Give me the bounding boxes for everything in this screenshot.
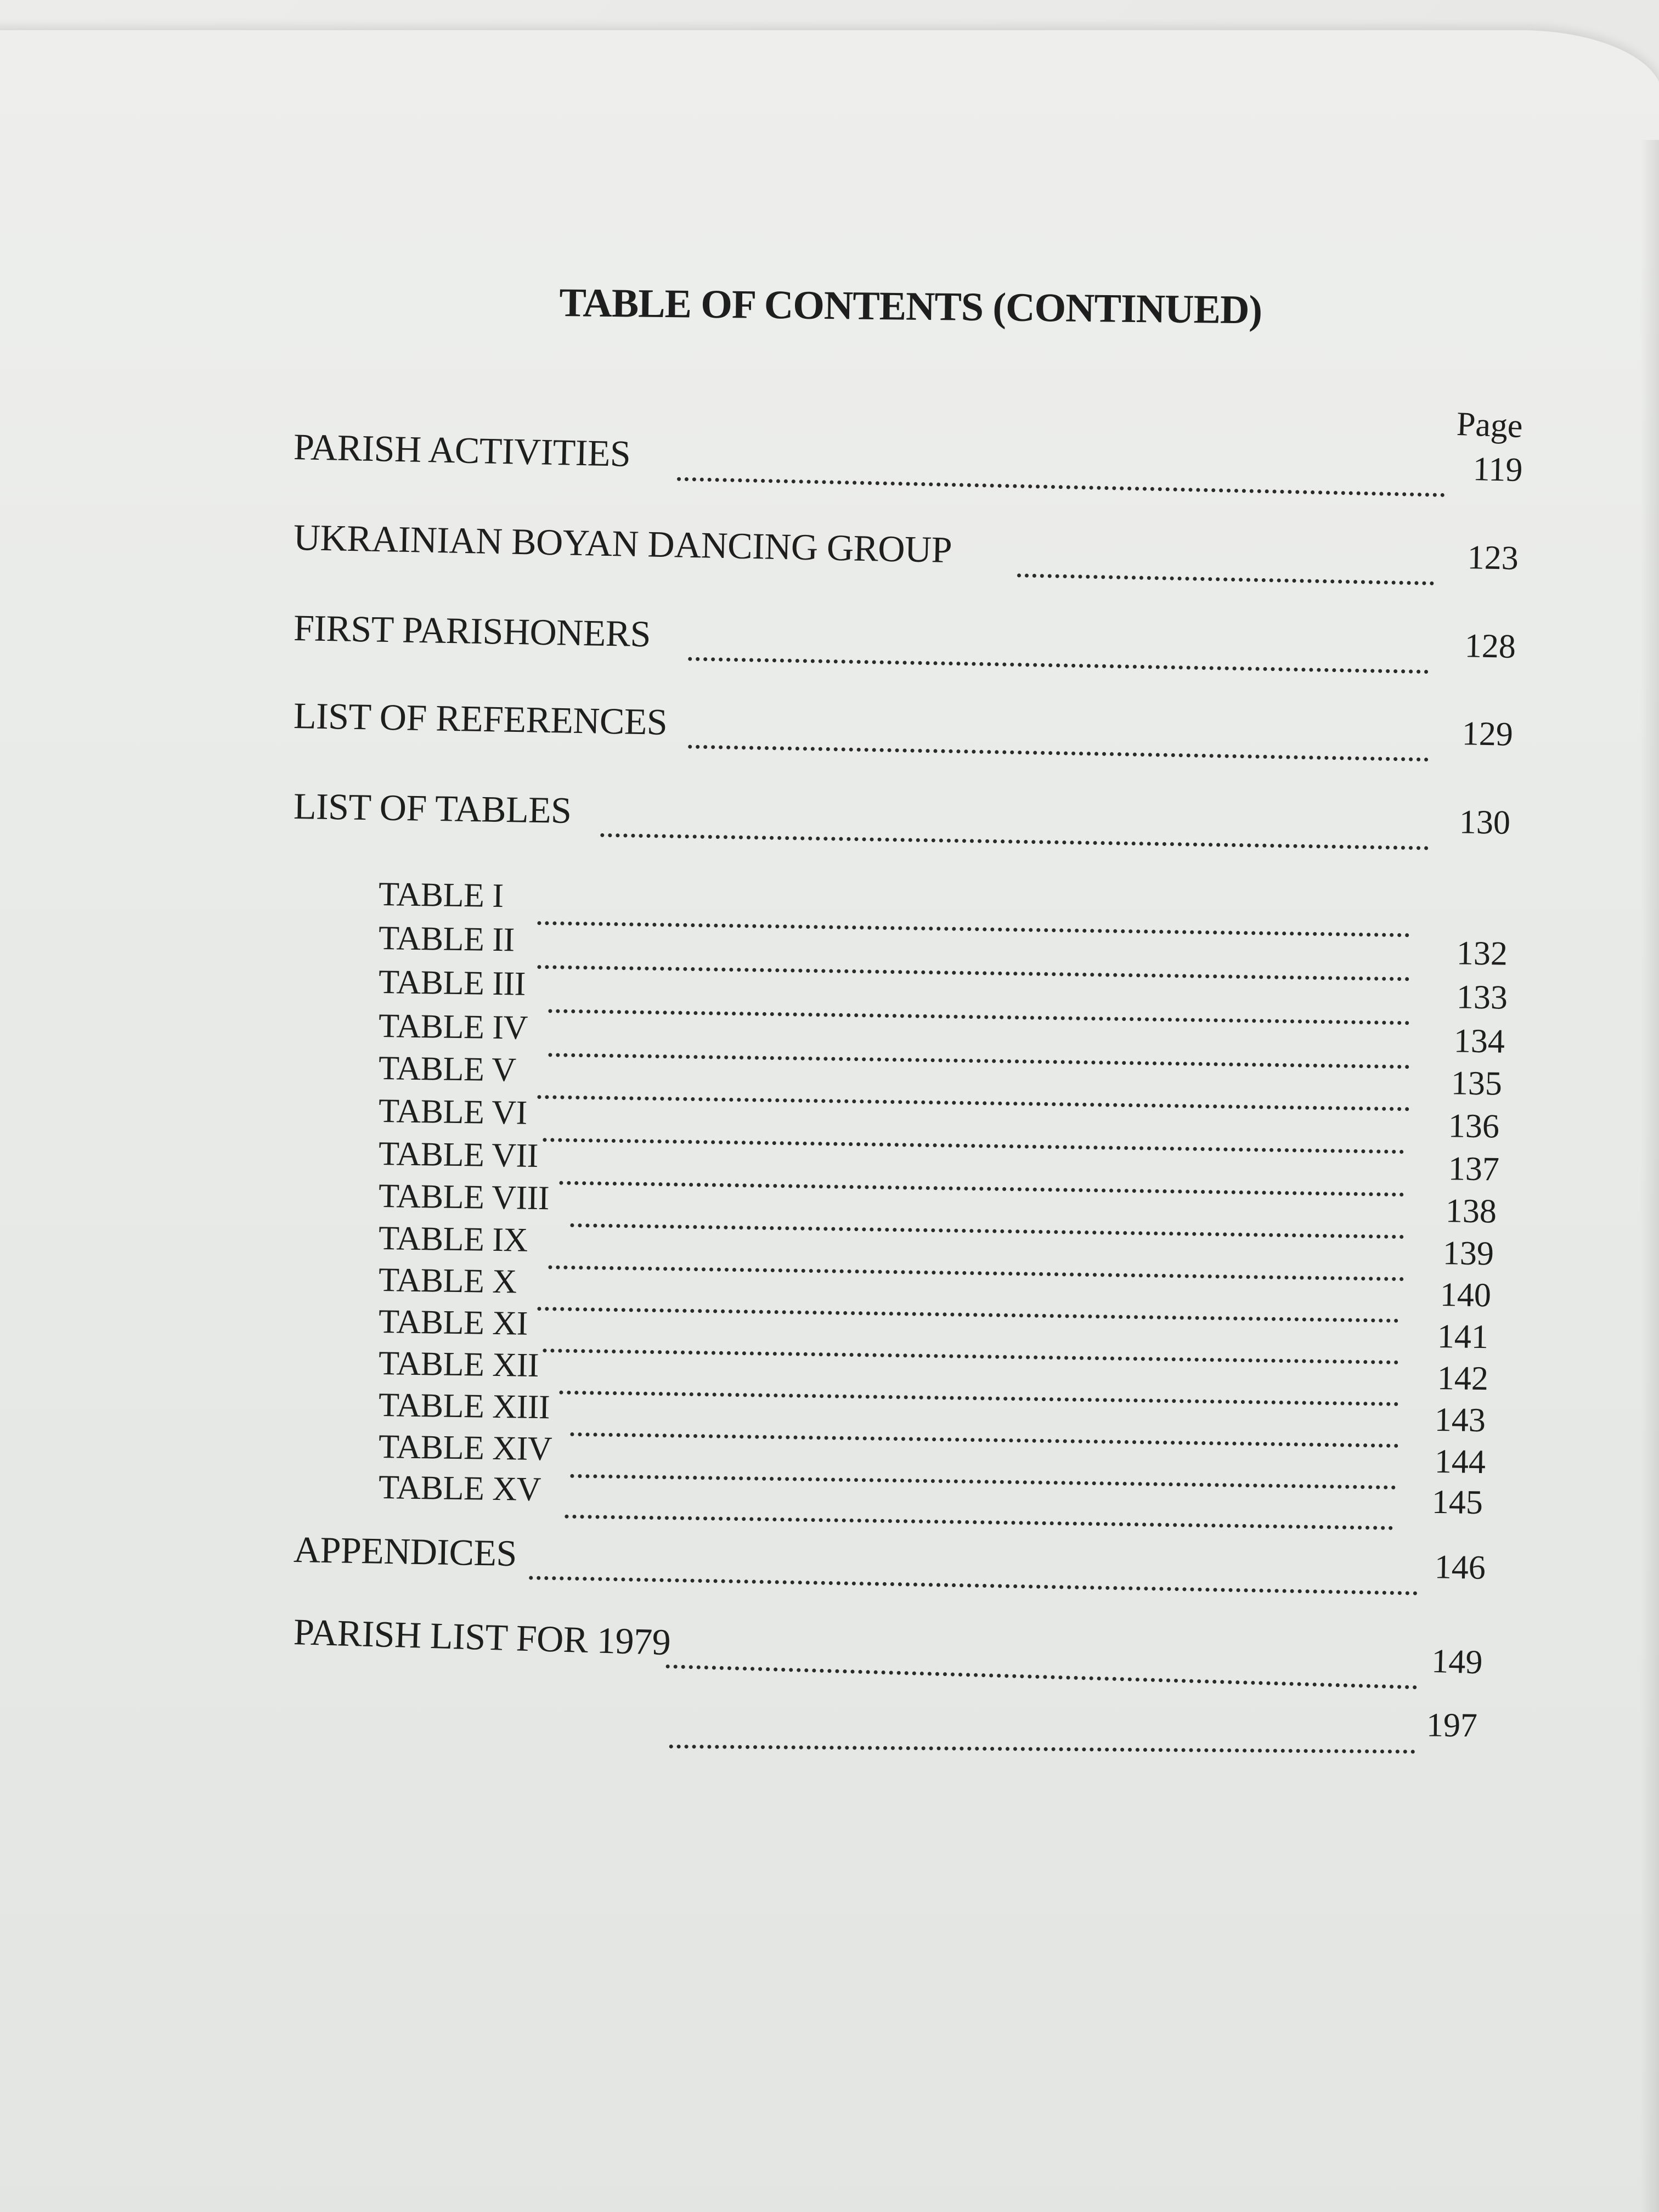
toc-table-label: TABLE VII (378, 1135, 539, 1175)
toc-entry-label: PARISH LIST FOR 1979 (293, 1611, 672, 1663)
toc-entry-page: 129 (1462, 715, 1514, 753)
toc-table-label: TABLE X (378, 1261, 517, 1301)
toc-table-label: TABLE IV (378, 1007, 528, 1047)
toc-table-page: 138 (1445, 1192, 1497, 1231)
toc-table-page: 141 (1437, 1317, 1489, 1356)
toc-table-page: 139 (1442, 1234, 1494, 1273)
toc-table-label: TABLE V (378, 1049, 517, 1089)
toc-entry-page: 119 (1472, 450, 1523, 489)
toc-table-page: 142 (1437, 1359, 1489, 1398)
toc-entry-page: 146 (1434, 1548, 1486, 1587)
dot-leader (1017, 529, 1435, 585)
toc-entry-page: 197 (1426, 1706, 1478, 1745)
toc-table-label: TABLE XI (378, 1303, 528, 1342)
toc-table-page: 133 (1456, 978, 1508, 1017)
toc-table-page: 132 (1456, 934, 1508, 973)
toc-table-page: 140 (1440, 1276, 1492, 1314)
toc-entry (669, 1701, 1493, 1756)
toc-table-label: TABLE XIII (378, 1386, 550, 1426)
toc-entry-label: PARISH ACTIVITIES (293, 426, 631, 475)
toc-table-page: 143 (1434, 1401, 1486, 1440)
toc-entry-label: LIST OF REFERENCES (293, 695, 668, 743)
toc-table-label: TABLE XIV (378, 1428, 552, 1468)
toc-table-page: 136 (1448, 1107, 1500, 1146)
toc-table-label: TABLE XV (378, 1469, 541, 1509)
toc-table-page: 145 (1431, 1483, 1483, 1522)
toc-table-page: 135 (1451, 1064, 1503, 1103)
toc-entry-label: LIST OF TABLES (293, 785, 572, 831)
dot-leader (669, 1701, 1416, 1753)
toc-entry-label: FIRST PARISHONERS (293, 607, 651, 655)
toc-entry-label: APPENDICES (293, 1528, 517, 1575)
toc-table-label: TABLE VIII (378, 1177, 550, 1217)
toc-entry-label: UKRAINIAN BOYAN DANCING GROUP (293, 516, 952, 571)
toc-table-page: 137 (1448, 1150, 1500, 1188)
toc-table-page: 144 (1434, 1442, 1486, 1481)
page-edge-shadow (1640, 140, 1659, 2212)
toc-table-label: TABLE VI (378, 1092, 528, 1132)
toc-table-label: TABLE I (378, 876, 504, 915)
page-title: TABLE OF CONTENTS (CONTINUED) (559, 280, 1262, 333)
toc-entry-page: 128 (1464, 627, 1516, 665)
toc-table-label: TABLE III (378, 963, 526, 1003)
page-column-header: Page (1455, 405, 1523, 445)
toc-entry-page: 123 (1467, 539, 1519, 577)
toc-table-label: TABLE II (378, 919, 515, 959)
toc-table-label: TABLE XII (378, 1345, 539, 1385)
toc-table-label: TABLE IX (378, 1220, 528, 1259)
toc-table-page: 134 (1453, 1022, 1505, 1060)
toc-entry-page: 130 (1459, 803, 1511, 842)
toc-entry-page: 149 (1431, 1642, 1483, 1681)
